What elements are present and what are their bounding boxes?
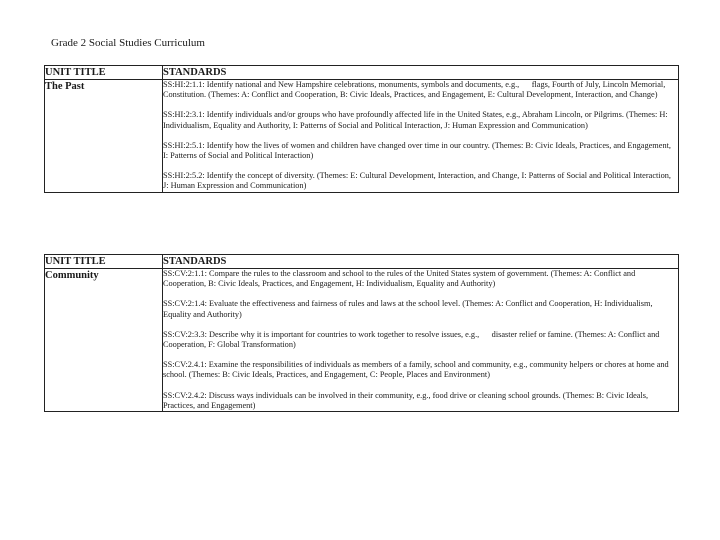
unit-title-cell: Community	[45, 269, 163, 412]
standard-item: SS:HI:2:3.1: Identify individuals and/or groups who have profoundly affected life in the United States, e.g., Abraham Lincoln, or Pilgrims. (Themes: H: Individualism, Equality and Authority, I: Patterns of Social and Political Interaction, J: Human Expression and Communication)	[163, 110, 668, 130]
table-header-row	[45, 255, 679, 269]
table-row	[45, 269, 679, 412]
standard-item: SS:CV:2.4.1: Examine the responsibilities of individuals as members of a family, school and community, e.g., community helpers or chores at home and school. (Themes: B: Civic Ideals, Practices, and Engagement, C: People, Places and Environment)	[163, 360, 669, 380]
table-row	[45, 80, 679, 193]
unit-title-cell: The Past	[45, 80, 163, 193]
unit-title-header: UNIT TITLE	[45, 255, 163, 269]
standard-item: SS:CV:2.4.2: Discuss ways individuals can be involved in their community, e.g., food drive or cleaning school grounds. (Themes: B: Civic Ideals, Practices, and Engagement)	[163, 390, 649, 410]
unit-title-header: UNIT TITLE	[45, 66, 163, 80]
standard-item: SS:CV:2:1.4: Evaluate the effectiveness and fairness of rules and laws at the school level. (Themes: A: Conflict and Cooperation, H: Individualism, Equality and Authority)	[163, 299, 653, 319]
standards-cell	[163, 269, 679, 412]
standard-item: SS:CV:2:1.1: Compare the rules to the classroom and school to the rules of the United States system of government. (Themes: A: Conflict and Cooperation, B: Civic Ideals, Practices, and Engagement, H: Individualism, Equality and Authority)	[163, 269, 636, 289]
curriculum-table-the-past	[44, 65, 679, 193]
document-title: Grade 2 Social Studies Curriculum	[51, 37, 205, 49]
standards-cell	[163, 80, 679, 193]
standard-item: SS:HI:2:1.1: Identify national and New Hampshire celebrations, monuments, symbols and documents, e.g., flags, Fourth of July, Lincoln Memorial, Constitution. (Themes: A: Conflict and Cooperation, B: Civic Ideals, Practices, and Engagement, E: Cultural Development, Interaction, and Change)	[163, 80, 666, 100]
standards-header: STANDARDS	[163, 66, 679, 80]
standards-header: STANDARDS	[163, 255, 679, 269]
standard-item: SS:HI:2:5.1: Identify how the lives of women and children have changed over time in our country. (Themes: B: Civic Ideals, Practices, and Engagement, I: Patterns of Social and Political Interaction)	[163, 140, 671, 161]
curriculum-table-community	[44, 254, 679, 412]
standard-item: SS:HI:2:5.2: Identify the concept of diversity. (Themes: E: Cultural Development, Interaction, and Change, I: Patterns of Social and Political Interaction, J: Human Expression and Communication)	[163, 171, 671, 191]
standard-item: SS:CV:2:3.3: Describe why it is important for countries to work together to resolve issues, e.g., disaster relief or famine. (Themes: A: Conflict and Cooperation, F: Global Transformation)	[163, 329, 660, 350]
table-header-row	[45, 66, 679, 80]
